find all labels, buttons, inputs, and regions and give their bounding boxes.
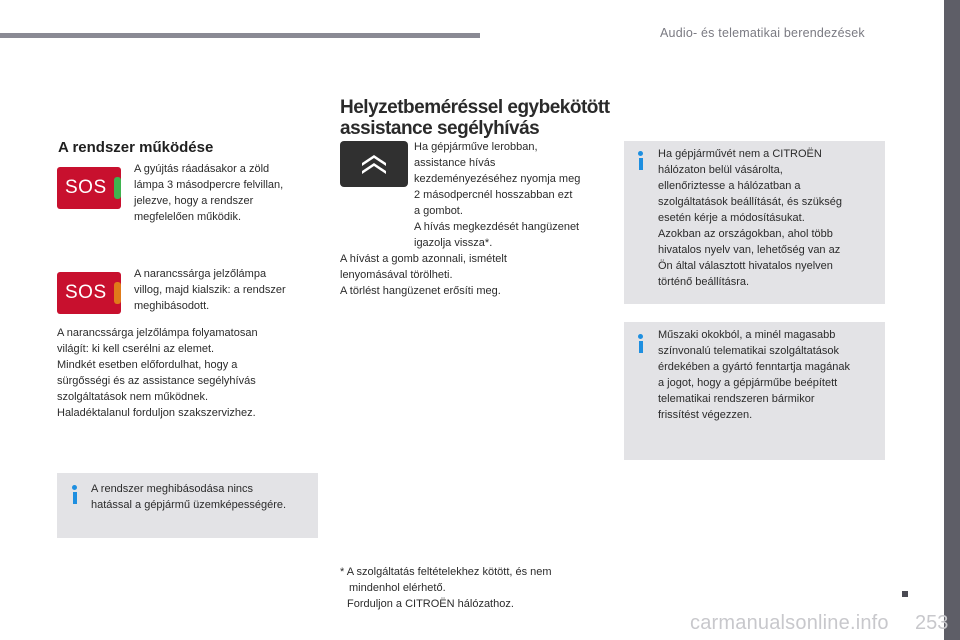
text-line: Haladéktalanul forduljon szakszervizhez. <box>57 407 256 419</box>
heading-line: Helyzetbeméréssel egybekötött <box>340 97 610 118</box>
text-line: ellenőriztesse a hálózatban a <box>658 180 801 192</box>
info-box-left-text <box>91 481 316 513</box>
text-line: a jogot, hogy a gépjárműbe beépített <box>658 377 838 389</box>
info-box-right-bottom-text <box>658 327 883 423</box>
text-line: * A szolgáltatás feltételekhez kötött, és nem <box>340 566 552 578</box>
assistance-button-image <box>340 141 408 187</box>
text-line: lámpa 3 másodpercre felvillan, <box>134 179 284 191</box>
text-line: A narancssárga jelzőlámpa folyamatosan <box>57 327 258 339</box>
text-line: szolgáltatások beállítását, és szükség <box>658 196 843 208</box>
text-line: esetén kérje a módosításukat. <box>658 212 805 224</box>
text-line: A törlést hangüzenet erősíti meg. <box>340 285 501 297</box>
text-line: Ha gépjárműve lerobban, <box>414 141 538 153</box>
citroen-chevron-icon <box>359 149 389 179</box>
heading-line: assistance segélyhívás <box>340 118 540 139</box>
info-icon <box>637 151 645 170</box>
text-line: frissítést végezzen. <box>658 409 753 421</box>
sos-button-green-image <box>57 167 121 209</box>
text-line: hivatalos nyelv van, lehetőség van az <box>658 244 841 256</box>
text-line: színvonalú telematikai szolgáltatások <box>658 345 839 357</box>
top-bar-divider <box>0 33 480 38</box>
text-line: megfelelően működik. <box>134 211 242 223</box>
info-box-right-top <box>624 141 885 304</box>
info-icon <box>71 485 79 504</box>
text-line: Ön által választott hivatalos nyelven <box>658 260 833 272</box>
item1-text <box>134 161 314 225</box>
text-line: Műszaki okokból, a minél magasabb <box>658 329 836 341</box>
text-line: hatással a gépjármű üzemképességére. <box>91 499 287 511</box>
text-line: A rendszer meghibásodása nincs <box>91 483 254 495</box>
info-box-right-bottom <box>624 322 885 460</box>
page-end-marker <box>902 591 908 597</box>
text-line: sürgősségi és az assistance segélyhívás <box>57 375 256 387</box>
text-line: igazolja vissza*. <box>414 237 493 249</box>
info-icon <box>637 334 645 353</box>
text-line: mindenhol elérhető. <box>349 582 446 594</box>
text-line: 2 másodpercnél hosszabban ezt <box>414 189 573 201</box>
text-line: hálózaton belül vásárolta, <box>658 164 783 176</box>
text-line: A gyújtás ráadásakor a zöld <box>134 163 270 175</box>
text-line: a gombot. <box>414 205 463 217</box>
orange-led-icon <box>114 282 121 304</box>
text-line: A narancssárga jelzőlámpa <box>134 268 267 280</box>
text-line: jelezve, hogy a rendszer <box>134 195 254 207</box>
text-line: kezdeményezéséhez nyomja meg <box>414 173 581 185</box>
text-line: világít: ki kell cserélni az elemet. <box>57 343 215 355</box>
footnote <box>340 564 610 612</box>
text-line: Mindkét esetben előfordulhat, hogy a <box>57 359 238 371</box>
left-paragraph <box>57 325 317 421</box>
green-led-icon <box>114 177 121 199</box>
text-line: szolgáltatások nem működnek. <box>57 391 209 403</box>
text-line: meghibásodott. <box>134 300 210 312</box>
sos-label: SOS <box>65 282 107 303</box>
page-number: 253 <box>915 612 949 634</box>
sos-button-orange-image <box>57 272 121 314</box>
side-page-strip <box>944 0 960 640</box>
middle-paragraph <box>340 251 610 299</box>
text-line: villog, majd kialszik: a rendszer <box>134 284 286 296</box>
text-line: Ha gépjárművét nem a CITROËN <box>658 148 822 160</box>
text-line: A hívást a gomb azonnali, ismételt <box>340 253 507 265</box>
text-line: telematikai rendszeren bármikor <box>658 393 815 405</box>
watermark-text: carmanualsonline.info <box>690 612 889 634</box>
info-box-right-top-text <box>658 146 883 290</box>
info-box-left <box>57 473 318 538</box>
text-line: lenyomásával törölheti. <box>340 269 453 281</box>
text-line: Azokban az országokban, ahol több <box>658 228 833 240</box>
sos-label: SOS <box>65 177 107 198</box>
text-line: assistance hívás <box>414 157 496 169</box>
text-line: történő beállításra. <box>658 276 750 288</box>
section-heading-assistance-call <box>340 97 615 139</box>
text-line: Forduljon a CITROËN hálózathoz. <box>347 598 514 610</box>
text-line: A hívás megkezdését hangüzenet <box>414 221 580 233</box>
item2-text <box>134 266 314 314</box>
middle-button-text <box>414 139 609 251</box>
section-heading-system-operation: A rendszer működése <box>58 139 214 156</box>
page-header-title: Audio- és telematikai berendezések <box>660 26 865 40</box>
text-line: érdekében a gyártó fenntartja magának <box>658 361 851 373</box>
